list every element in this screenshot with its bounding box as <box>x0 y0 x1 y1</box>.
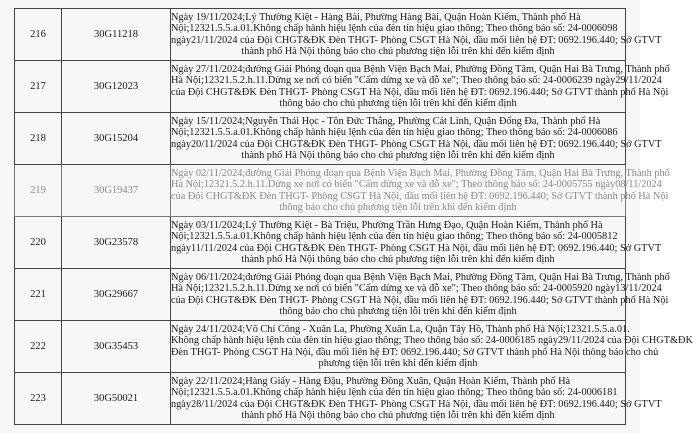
license-plate: 30G11218 <box>62 9 171 61</box>
violation-description <box>171 217 662 269</box>
description-line: ngày11/11/2024 của Đội CHGT&ĐK Đèn THGT- Phòng CSGT Hà Nội, đầu mối liên hệ ĐT: 0692.196.440; Sở GTVT <box>171 242 662 254</box>
violation-description <box>171 321 693 373</box>
description-line: Hà Nội;12321.5.2.h.11.Dừng xe nơi có biển "Cấm dừng xe và đỗ xe"; Theo thông báo số: 24-0005755 ngày08/11/2024 <box>171 179 662 191</box>
violation-description <box>171 113 662 165</box>
row-number: 218 <box>15 113 62 165</box>
description-line: Đèn THGT- Phòng CSGT Hà Nội, đầu mối liên hệ ĐT: 0692.196.440; Sở GTVT thành phố Hà Nội thông báo cho chủ <box>171 346 659 358</box>
violation-description <box>171 61 670 113</box>
row-number: 219 <box>15 165 62 217</box>
table-row <box>15 373 626 425</box>
description-line: thành phố Hà Nội thông báo cho chủ phương tiện lỗi trên khi đến kiểm định <box>241 409 555 421</box>
description-line: thành phố Hà Nội thông báo cho chủ phương tiện lỗi trên khi đến kiểm định <box>241 149 555 161</box>
description-line: Không chấp hành hiệu lệnh của đèn tín hiệu giao thông; Theo thông báo số: 24-0006185 ngày29/11/2024 của Đội CHGT&ĐK <box>171 335 693 347</box>
description-line: Nội;12321.5.5.a.01.Không chấp hành hiệu lệnh của đèn tín hiệu giao thông; Theo thông báo số: 24-0006098 <box>171 23 618 35</box>
description-line: thành phố Hà Nội thông báo cho chủ phương tiện lỗi trên khi đến kiểm định <box>241 45 555 57</box>
table-row <box>15 165 626 217</box>
description-line: Nội;12321.5.5.a.01.Không chấp hành hiệu lệnh của đèn tín hiệu giao thông; Theo thông báo số: 24-0006181 <box>171 387 618 399</box>
license-plate: 30G50021 <box>62 373 171 425</box>
license-plate: 30G19437 <box>62 165 171 217</box>
description-line: Nội;12321.5.5.a.01.Không chấp hành hiệu lệnh của đèn tín hiệu giao thông; Theo thông báo số: 24-0006086 <box>171 127 618 139</box>
description-line: Ngày 06/11/2024;đường Giải Phóng đoạn qua Bệnh Viện Bạch Mai, Phường Đồng Tâm, Quận Hai Bà Trưng, Thành phố <box>171 271 670 283</box>
violation-description <box>171 165 670 217</box>
description-line: thành phố Hà Nội thông báo cho chủ phương tiện lỗi trên khi đến kiểm định <box>241 253 555 265</box>
table-row <box>15 217 626 269</box>
violation-description <box>171 9 662 61</box>
description-line: thông báo cho chủ phương tiện lỗi trên khi đến kiểm định <box>279 305 517 317</box>
description-line: thông báo cho chủ phương tiện lỗi trên khi đến kiểm định <box>279 201 517 213</box>
description-line: Ngày 19/11/2024;Lý Thường Kiệt - Hàng Bài, Phường Hàng Bài, Quận Hoàn Kiếm, Thành phố Hà <box>171 11 581 23</box>
table-row <box>15 113 626 165</box>
license-plate: 30G15204 <box>62 113 171 165</box>
description-line: của Đội CHGT&ĐK Đèn THGT- Phòng CSGT Hà Nội, đầu mối liên hệ ĐT: 0692.196.440; Sở GTVT thành phố Hà Nội <box>171 190 669 202</box>
table-row <box>15 269 626 321</box>
table-row <box>15 321 626 373</box>
row-number: 223 <box>15 373 62 425</box>
description-line: thông báo cho chủ phương tiện lỗi trên khi đến kiểm định <box>279 97 517 109</box>
description-line: ngày20/11/2024 của Đội CHGT&ĐK Đèn THGT- Phòng CSGT Hà Nội, đầu mối liên hệ ĐT: 0692.196.440; Sở GTVT <box>171 138 662 150</box>
violation-description <box>171 269 670 321</box>
description-line: ngày28/11/2024 của Đội CHGT&ĐK Đèn THGT- Phòng CSGT Hà Nội, đầu mối liên hệ ĐT: 0692.196.440; Sở GTVT <box>171 398 662 410</box>
description-line: Nội;12321.5.5.a.01.Không chấp hành hiệu lệnh của đèn tín hiệu giao thông; Theo thông báo số: 24-0005812 <box>171 231 618 243</box>
description-line: của Đội CHGT&ĐK Đèn THGT- Phòng CSGT Hà Nội, đầu mối liên hệ ĐT: 0692.196.440; Sở GTVT thành phố Hà Nội <box>171 86 669 98</box>
row-number: 220 <box>15 217 62 269</box>
description-line: Hà Nội;12321.5.2.h.11.Dừng xe nơi có biển "Cấm dừng xe và đỗ xe"; Theo thông báo số: 24-0006239 ngày29/11/2024 <box>171 75 662 87</box>
license-plate: 30G23578 <box>62 217 171 269</box>
row-number: 221 <box>15 269 62 321</box>
license-plate: 30G29667 <box>62 269 171 321</box>
row-number: 216 <box>15 9 62 61</box>
description-line: Ngày 27/11/2024;đường Giải Phóng đoạn qua Bệnh Viện Bạch Mai, Phường Đồng Tâm, Quận Hai Bà Trưng, Thành phố <box>171 63 670 75</box>
violation-table <box>14 8 693 425</box>
description-line: của Đội CHGT&ĐK Đèn THGT- Phòng CSGT Hà Nội, đầu mối liên hệ ĐT: 0692.196.440; Sở GTVT thành phố Hà Nội <box>171 294 669 306</box>
description-line: Ngày 22/11/2024;Hàng Giấy - Hàng Đậu, Phường Đồng Xuân, Quận Hoàn Kiếm, Thành phố Hà <box>171 375 571 387</box>
description-line: Ngày 15/11/2024;Nguyễn Thái Học - Tôn Đức Thắng, Phường Cát Linh, Quận Đống Đa, Thành phố Hà <box>171 115 601 127</box>
description-line: Ngày 03/11/2024;Lý Thường Kiệt - Bà Triệu, Phường Trần Hưng Đạo, Quận Hoàn Kiếm, Thành phố Hà <box>171 219 603 231</box>
license-plate: 30G12023 <box>62 61 171 113</box>
violation-description <box>171 373 662 425</box>
row-number: 217 <box>15 61 62 113</box>
license-plate: 30G35453 <box>62 321 171 373</box>
table-row <box>15 61 626 113</box>
table-row <box>15 9 626 61</box>
description-line: phương tiện lỗi trên khi đến kiểm định <box>318 357 478 369</box>
row-number: 222 <box>15 321 62 373</box>
description-line: Hà Nội;12321.5.2.h.11.Dừng xe nơi có biển "Cấm dừng xe và đỗ xe"; Theo thông báo số: 24-0005920 ngày13/11/2024 <box>171 283 662 295</box>
description-line: Ngày 24/11/2024;Võ Chí Công - Xuân La, Phường Xuân La, Quận Tây Hồ, Thành phố Hà Nội;12321.5.5.a.01. <box>171 323 630 335</box>
description-line: Ngày 02/11/2024;đường Giải Phóng đoạn qua Bệnh Viện Bạch Mai, Phường Đồng Tâm, Quận Hai Bà Trưng, Thành phố <box>171 167 670 179</box>
description-line: ngày21/11/2024 của Đội CHGT&ĐK Đèn THGT- Phòng CSGT Hà Nội, đầu mối liên hệ ĐT: 0692.196.440; Sở GTVT <box>171 34 662 46</box>
